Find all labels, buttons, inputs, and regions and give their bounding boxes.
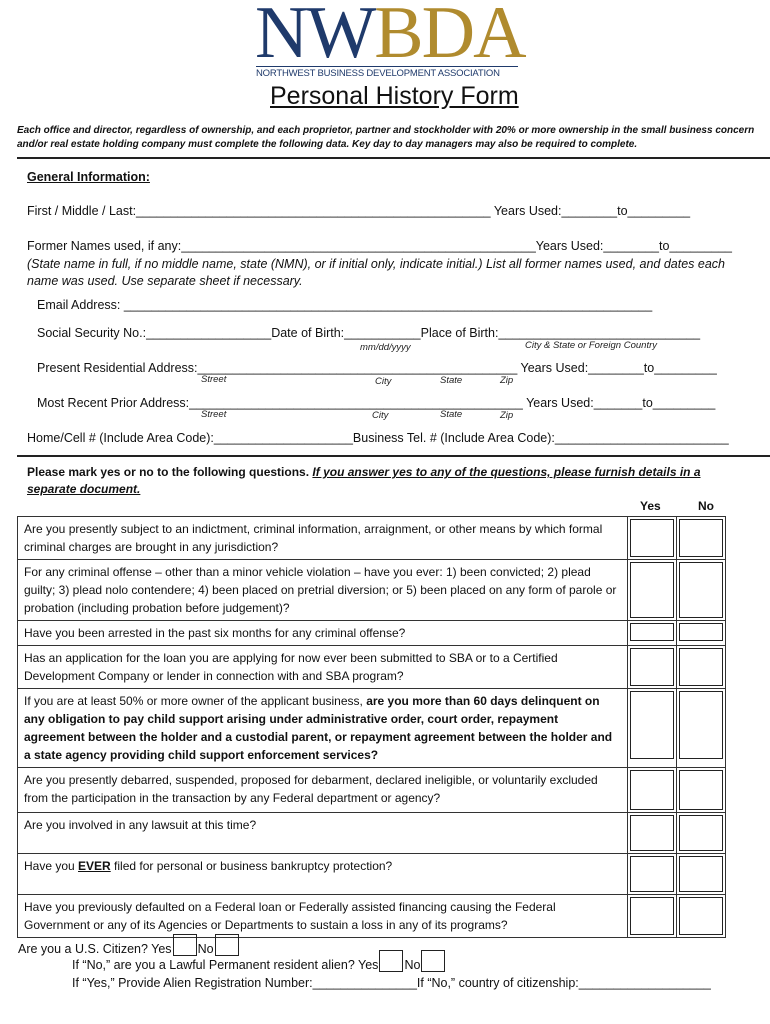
- yes-checkbox[interactable]: [630, 691, 674, 759]
- permanent-resident-row: [72, 950, 446, 972]
- logo-subtitle: NORTHWEST BUSINESS DEVELOPMENT ASSOCIATION: [256, 66, 518, 79]
- present-street-hint: Street: [201, 374, 227, 385]
- no-cell: [677, 854, 726, 895]
- prior-state-hint: State: [440, 409, 463, 420]
- question-row: [18, 895, 726, 938]
- question-text: Are you presently debarred, suspended, proposed for debarment, declared ineligible, or voluntarily excluded from the participation in the transaction by any Federal department or agency?: [18, 768, 628, 813]
- yes-checkbox[interactable]: [630, 770, 674, 810]
- yes-checkbox[interactable]: [630, 815, 674, 851]
- present-city-hint: City: [375, 376, 392, 387]
- yes-checkbox[interactable]: [630, 897, 674, 935]
- intro-text: Each office and director, regardless of ownership, and each proprietor, partner and stockholder with 20% or more ownership in the small business concern and/or real estate holding company must complete the following data. Key day to day managers may also be required to complete.: [17, 125, 755, 150]
- no-cell: [677, 560, 726, 621]
- no-cell: [677, 768, 726, 813]
- present-address-field[interactable]: Present Residential Address:______________________________________________ Years Used:________to_________: [37, 361, 717, 375]
- former-names-field[interactable]: Former Names used, if any:___________________________________________________Years Used:________to_________: [27, 239, 733, 253]
- no-cell: [677, 813, 726, 854]
- question-row: [18, 689, 726, 768]
- col-yes-header: Yes: [640, 499, 661, 513]
- question-row: [18, 560, 726, 621]
- no-checkbox[interactable]: [679, 897, 723, 935]
- yes-checkbox[interactable]: [630, 648, 674, 686]
- no-cell: [677, 517, 726, 560]
- yes-checkbox[interactable]: [630, 562, 674, 618]
- no-checkbox[interactable]: [679, 648, 723, 686]
- general-heading: General Information:: [27, 170, 150, 184]
- citizen-no-label: No: [197, 942, 214, 956]
- questions-table: [17, 516, 726, 938]
- col-no-header: No: [698, 499, 714, 513]
- questions-heading: [27, 464, 727, 498]
- divider: [17, 455, 770, 457]
- question-text: For any criminal offense – other than a minor vehicle violation – have you ever: 1) been convicted; 2) plead guilty; 3) plead nolo contendere; 4) been placed on pretrial diversion; or 5) been placed on any form of parole or probation (including probation before judgement)?: [18, 560, 628, 621]
- yes-cell: [628, 517, 677, 560]
- no-checkbox[interactable]: [679, 519, 723, 557]
- yes-cell: [628, 621, 677, 646]
- questions-instruction: Please mark yes or no to the following questions.: [27, 465, 310, 479]
- alien-registration-field[interactable]: If “Yes,” Provide Alien Registration Number:_______________If “No,” country of citizenship:___________________: [72, 976, 711, 990]
- no-checkbox[interactable]: [679, 856, 723, 892]
- question-text-pre: Have you: [24, 859, 79, 873]
- permanent-no-label: No: [404, 958, 421, 972]
- yes-cell: [628, 854, 677, 895]
- question-row: [18, 768, 726, 813]
- permanent-yes-checkbox[interactable]: [379, 950, 403, 972]
- question-row: [18, 813, 726, 854]
- yes-cell: [628, 813, 677, 854]
- page-title: Personal History Form: [270, 82, 519, 110]
- no-cell: [677, 646, 726, 689]
- permanent-no-checkbox[interactable]: [421, 950, 445, 972]
- question-text: Have you been arrested in the past six months for any criminal offense?: [18, 621, 628, 646]
- no-cell: [677, 621, 726, 646]
- yes-cell: [628, 560, 677, 621]
- question-text: Are you involved in any lawsuit at this time?: [18, 813, 628, 854]
- name-field[interactable]: First / Middle / Last:___________________________________________________ Years Used:________to_________: [27, 204, 691, 218]
- no-checkbox[interactable]: [679, 623, 723, 641]
- yes-cell: [628, 895, 677, 938]
- pob-hint: City & State or Foreign Country: [525, 340, 657, 351]
- question-row: [18, 517, 726, 560]
- no-checkbox[interactable]: [679, 691, 723, 759]
- prior-address-field[interactable]: Most Recent Prior Address:________________________________________________ Years Used:_______to_________: [37, 396, 716, 410]
- ssn-dob-pob-field[interactable]: Social Security No.:__________________Date of Birth:___________Place of Birth:_____________________________: [37, 326, 701, 340]
- dob-hint: mm/dd/yyyy: [360, 342, 411, 353]
- prior-street-hint: Street: [201, 409, 227, 420]
- no-checkbox[interactable]: [679, 770, 723, 810]
- question-text-post: filed for personal or business bankruptcy protection?: [110, 859, 393, 873]
- question-text-bold: are you more than 60 days delinquent on any obligation to pay child support arising under administrative order, court order, repayment agreement between the holder and a custodial parent, or repayment agreement between the holder and a state agency providing child support enforcement services?: [24, 694, 613, 762]
- question-text: [18, 689, 628, 768]
- questions-details-note: If you answer yes to any of the questions, please furnish details in a separate document.: [27, 465, 701, 496]
- no-cell: [677, 689, 726, 768]
- present-zip-hint: Zip: [500, 375, 514, 386]
- yes-checkbox[interactable]: [630, 623, 674, 641]
- present-state-hint: State: [440, 375, 463, 386]
- prior-city-hint: City: [372, 410, 389, 421]
- former-names-note: (State name in full, if no middle name, state (NMN), or if initial only, indicate initial.) List all former names used, and dates each name was used. Use separate sheet if necessary.: [27, 257, 725, 288]
- question-text-plain: If you are at least 50% or more owner of the applicant business,: [24, 694, 367, 708]
- citizen-question: Are you a U.S. Citizen? Yes: [18, 942, 172, 956]
- yes-checkbox[interactable]: [630, 856, 674, 892]
- permanent-resident-question: If “No,” are you a Lawful Permanent resident alien? Yes: [72, 958, 379, 972]
- phone-fields[interactable]: Home/Cell # (Include Area Code):____________________Business Tel. # (Include Area Code):_________________________: [27, 431, 729, 445]
- question-row: [18, 621, 726, 646]
- divider: [17, 157, 770, 159]
- question-text: Are you presently subject to an indictment, criminal information, arraignment, or other means by which formal criminal charges are brought in any jurisdiction?: [18, 517, 628, 560]
- email-field[interactable]: Email Address: ____________________________________________________________________________: [37, 298, 653, 312]
- logo-nw: NW: [255, 0, 375, 74]
- question-row: [18, 854, 726, 895]
- question-text-ever: EVER: [78, 859, 111, 873]
- no-checkbox[interactable]: [679, 815, 723, 851]
- question-text: Have you previously defaulted on a Federal loan or Federally assisted financing causing the Federal Government or any of its Agencies or Departments to sustain a loss in any of its programs?: [18, 895, 628, 938]
- no-checkbox[interactable]: [679, 562, 723, 618]
- no-cell: [677, 895, 726, 938]
- question-text: [18, 854, 628, 895]
- question-row: [18, 646, 726, 689]
- yes-cell: [628, 646, 677, 689]
- yes-cell: [628, 689, 677, 768]
- prior-zip-hint: Zip: [500, 410, 514, 421]
- yes-checkbox[interactable]: [630, 519, 674, 557]
- yes-cell: [628, 768, 677, 813]
- question-text: Has an application for the loan you are applying for now ever been submitted to SBA or to a Certified Development Company or lender in connection with and SBA program?: [18, 646, 628, 689]
- logo-bda: BDA: [374, 0, 525, 74]
